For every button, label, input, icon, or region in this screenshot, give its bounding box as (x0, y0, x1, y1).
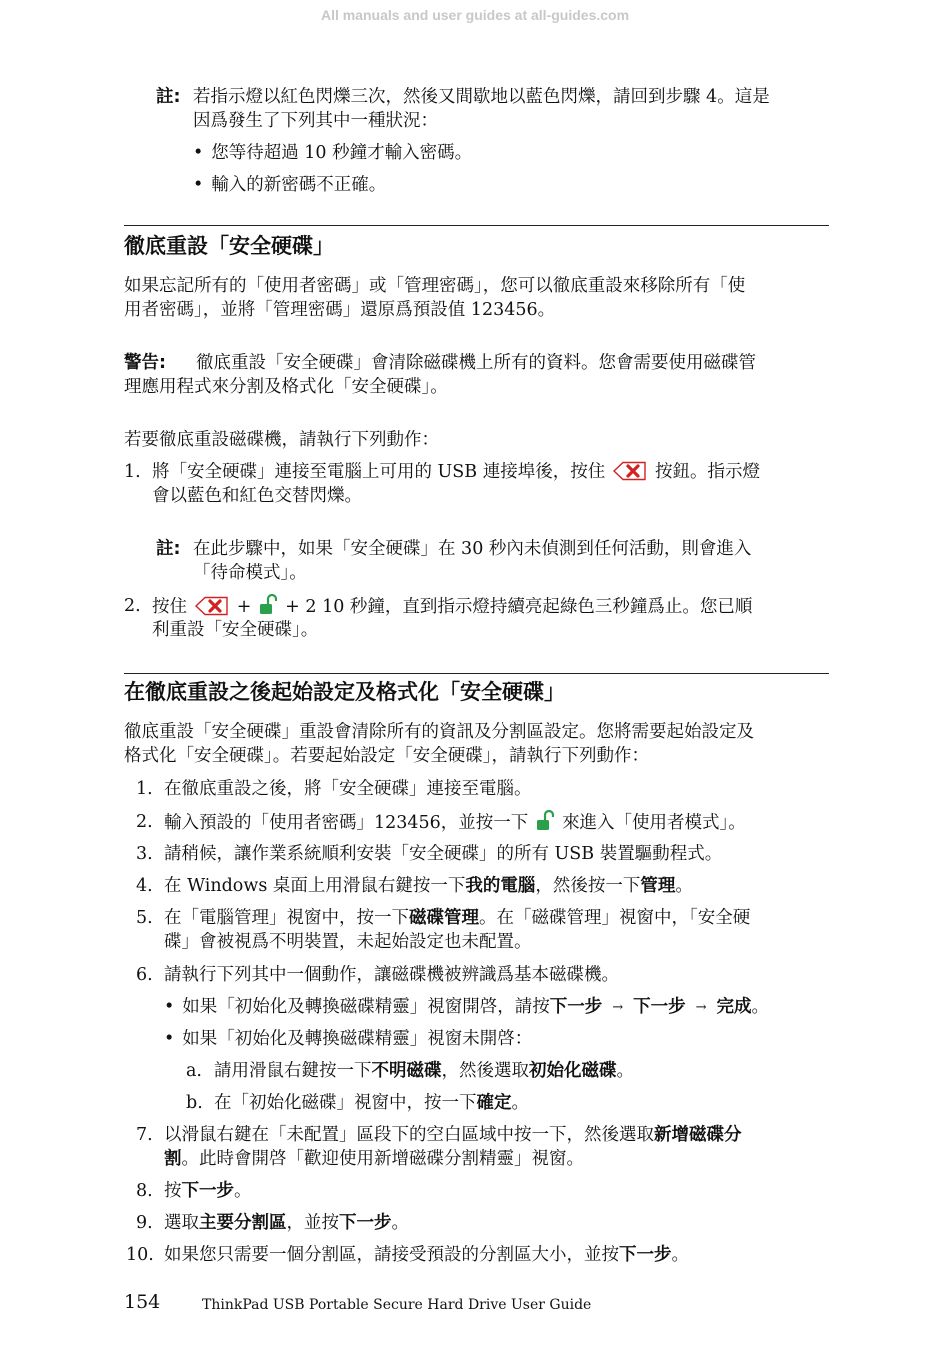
step-text-part: 。在「磁碟管理」視窗中，「安全硬 (479, 908, 751, 928)
step-number: 1. (136, 779, 153, 799)
note-bullet-item: • 輸入的新密碼不正確。 (193, 175, 387, 195)
step-number: 5. (136, 908, 153, 928)
plus-sign: + (236, 597, 252, 617)
step-text-part: 。 (616, 1061, 634, 1081)
step-text-part: + 2 10 秒鐘，直到指示燈持續亮起綠色三秒鐘爲止。您已順 (285, 597, 753, 617)
step-number: 4. (136, 876, 153, 896)
section-heading: 在徹底重設之後起始設定及格式化「安全硬碟」 (124, 680, 565, 704)
bullet-text: 如果「初始化及轉換磁碟精靈」視窗未開啓： (182, 1029, 533, 1049)
step-text (164, 1211, 409, 1235)
step-text (164, 1243, 689, 1267)
step-text (164, 1179, 252, 1203)
ui-term: 下一步 (633, 997, 686, 1017)
step-text-part: 輸入預設的「使用者密碼」123456，並按一下 (164, 813, 529, 833)
step-text-part: 按住 (152, 597, 187, 617)
step-text-part: 。 (234, 1181, 252, 1201)
step-text-part: 來進入「使用者模式」。 (562, 813, 746, 833)
bullet-text-part: 如果「初始化及轉換磁碟精靈」視窗開啓，請按 (182, 997, 550, 1017)
procedure-intro: 若要徹底重設磁碟機，請執行下列動作： (124, 430, 439, 450)
step-text-part: 在「電腦管理」視窗中，按一下 (164, 908, 409, 928)
step-text-part: 請用滑鼠右鍵按一下 (214, 1061, 372, 1081)
step-text-part: 以滑鼠右鍵在「未配置」區段下的空白區域中按一下，然後選取 (164, 1125, 654, 1145)
step-text-part: 將「安全硬碟」連接至電腦上可用的 USB 連接埠後，按住 (152, 462, 606, 482)
ui-term: 確定 (476, 1093, 512, 1113)
cancel-key-icon (613, 461, 647, 481)
ui-term: 新增磁碟分 (654, 1125, 742, 1145)
ui-term: 割 (164, 1149, 182, 1169)
sub-bullet-item: • 如果「初始化及轉換磁碟精靈」視窗未開啓： (164, 1029, 533, 1049)
step-text-part: 在 Windows 桌面上用滑鼠右鍵按一下 (164, 876, 466, 896)
unlock-key-icon (536, 810, 554, 832)
step-number: 10. (126, 1245, 154, 1265)
paragraph-line: 用者密碼」，並將「管理密碼」還原爲預設值 123456。 (124, 300, 556, 320)
step-text (164, 1123, 742, 1147)
warning-label: 警告: (124, 353, 166, 373)
note-bullet-text: 輸入的新密碼不正確。 (211, 175, 387, 195)
step-number: 8. (136, 1181, 153, 1201)
paragraph-line: 格式化「安全硬碟」。若要起始設定「安全硬碟」，請執行下列動作： (124, 746, 649, 766)
step-text-part: 。 (675, 876, 693, 896)
warning-text-line2: 理應用程式來分割及格式化「安全硬碟」。 (124, 377, 448, 397)
step-text-line2: 碟」會被視爲不明裝置，未起始設定也未配置。 (164, 932, 532, 952)
step-text (152, 460, 760, 484)
section-heading: 徹底重設「安全硬碟」 (124, 234, 334, 258)
section-divider (124, 225, 829, 226)
step-number: 9. (136, 1213, 153, 1233)
step-number: 3. (136, 844, 153, 864)
step-text-part: ，然後選取 (441, 1061, 529, 1081)
step-text: 在徹底重設之後，將「安全硬碟」連接至電腦。 (164, 779, 532, 799)
ui-term: 管理 (640, 876, 676, 896)
step-number: 7. (136, 1125, 153, 1145)
ui-term: 不明磁碟 (371, 1061, 442, 1081)
arrow-icon: → (612, 1000, 624, 1015)
step-text (164, 906, 750, 930)
note-text-line2: 「待命模式」。 (193, 563, 307, 583)
step-text-part: 。此時會開啓「歡迎使用新增磁碟分割精靈」視窗。 (181, 1149, 584, 1169)
watermark: All manuals and user guides at all-guides.com (320, 7, 630, 23)
step-text-line2 (164, 1147, 584, 1171)
substep-text (214, 1091, 529, 1115)
warning-text-line1: 徹底重設「安全硬碟」會清除磁碟機上所有的資料。您會需要使用磁碟管 (196, 353, 756, 373)
step-number: 1. (124, 462, 141, 482)
note-text-line1: 在此步驟中，如果「安全硬碟」在 30 秒內未偵測到任何活動，則會進入 (193, 539, 752, 559)
ui-term: 主要分割區 (199, 1213, 287, 1233)
step-text: 請稍候，讓作業系統順利安裝「安全硬碟」的所有 USB 裝置驅動程式。 (164, 844, 723, 864)
note-label: 註: (156, 87, 181, 107)
step-text-part: 在「初始化磁碟」視窗中，按一下 (214, 1093, 477, 1113)
step-text (164, 810, 746, 835)
step-text-part: 。 (671, 1245, 689, 1265)
section-divider (124, 673, 829, 674)
step-text: 請執行下列其中一個動作，讓磁碟機被辨識爲基本磁碟機。 (164, 965, 619, 985)
sub-bullet-item: • 如果「初始化及轉換磁碟精靈」視窗開啓，請按下一步 → 下一步 → 完成。 (164, 995, 769, 1020)
note-label: 註: (156, 539, 181, 559)
substep-text (214, 1059, 634, 1083)
ui-term: 完成 (716, 997, 752, 1017)
step-text-part: ，並按 (286, 1213, 339, 1233)
arrow-icon: → (695, 1000, 707, 1015)
note-bullet-text: 您等待超過 10 秒鐘才輸入密碼。 (211, 143, 473, 163)
ui-term: 下一步 (181, 1181, 234, 1201)
unlock-key-icon (259, 594, 277, 616)
footer-title: ThinkPad USB Portable Secure Hard Drive User Guide (202, 1297, 592, 1313)
step-text-part: 。 (391, 1213, 409, 1233)
step-number: 2. (136, 812, 153, 832)
ui-term: 磁碟管理 (409, 908, 479, 928)
ui-term: 我的電腦 (465, 876, 536, 896)
ui-term: 下一步 (339, 1213, 392, 1233)
step-text-part: 。 (511, 1093, 529, 1113)
step-text-line2: 利重設「安全硬碟」。 (152, 620, 319, 640)
ui-term: 下一步 (549, 997, 603, 1017)
step-text-part: 按 (164, 1181, 182, 1201)
step-text (164, 874, 693, 898)
ui-term: 初始化磁碟 (529, 1061, 617, 1081)
paragraph-line: 徹底重設「安全硬碟」重設會清除所有的資訊及分割區設定。您將需要起始設定及 (124, 722, 754, 742)
paragraph-line: 如果忘記所有的「使用者密碼」或「管理密碼」，您可以徹底重設來移除所有「使 (124, 276, 746, 296)
note-bullet-item: • 您等待超過 10 秒鐘才輸入密碼。 (193, 143, 473, 163)
step-text-line2: 會以藍色和紅色交替閃爍。 (152, 486, 362, 506)
page-number: 154 (124, 1291, 161, 1313)
step-text-part: 選取 (164, 1213, 199, 1233)
bullet-text-part: 。 (751, 997, 770, 1017)
note-text-line1: 若指示燈以紅色閃爍三次，然後又間歇地以藍色閃爍，請回到步驟 4。這是 (193, 87, 770, 107)
step-text-part: ，然後按一下 (535, 876, 641, 896)
ui-term: 下一步 (619, 1245, 672, 1265)
note-text-line2: 因爲發生了下列其中一種狀況： (193, 111, 438, 131)
step-number: 2. (124, 596, 141, 616)
step-text-part: 按鈕。指示燈 (654, 462, 760, 482)
step-text-part: 如果您只需要一個分割區，請接受預設的分割區大小，並按 (164, 1245, 619, 1265)
cancel-key-icon (195, 596, 229, 616)
step-number: 6. (136, 965, 153, 985)
step-text (152, 594, 752, 619)
substep-letter: a. (186, 1061, 202, 1081)
substep-letter: b. (186, 1093, 203, 1113)
